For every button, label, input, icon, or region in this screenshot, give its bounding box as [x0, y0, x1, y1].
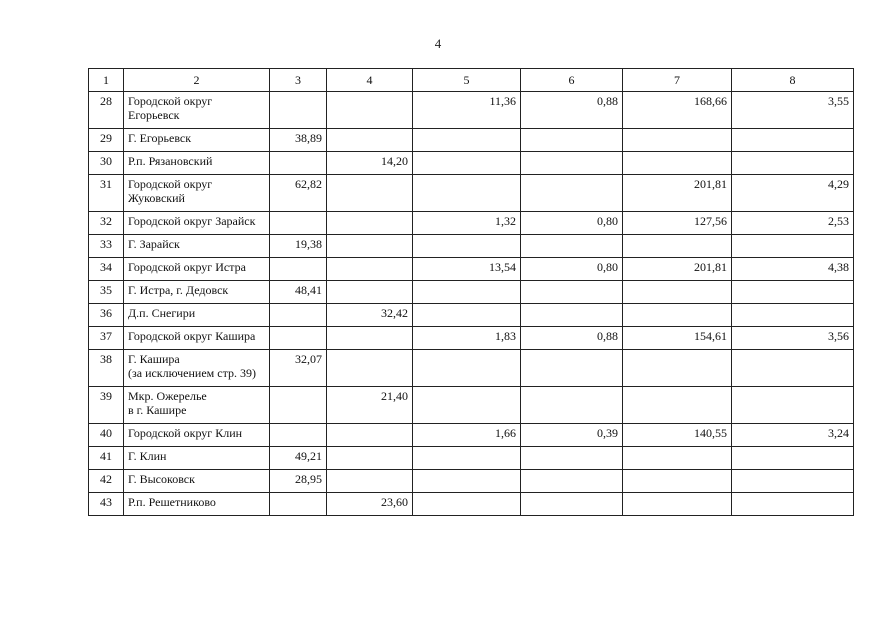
value-cell-col8: 3,55 — [732, 92, 854, 129]
value-cell-col4 — [327, 447, 413, 470]
value-cell-col7: 140,55 — [623, 424, 732, 447]
territory-name-cell: Г. Кашира (за исключением стр. 39) — [124, 350, 270, 387]
territory-name-cell: Д.п. Снегири — [124, 304, 270, 327]
value-cell-col3 — [270, 493, 327, 516]
value-cell-col4 — [327, 327, 413, 350]
value-cell-col3: 38,89 — [270, 129, 327, 152]
table-row — [89, 350, 854, 387]
value-cell-col6 — [521, 387, 623, 424]
territory-name-cell: Мкр. Ожерелье в г. Кашире — [124, 387, 270, 424]
table-row — [89, 92, 854, 129]
territory-name-cell: Г. Высоковск — [124, 470, 270, 493]
table-row — [89, 235, 854, 258]
value-cell-col5: 1,83 — [413, 327, 521, 350]
value-cell-col8: 4,29 — [732, 175, 854, 212]
value-cell-col6 — [521, 304, 623, 327]
value-cell-col3 — [270, 304, 327, 327]
table-row — [89, 327, 854, 350]
value-cell-col3 — [270, 258, 327, 281]
value-cell-col5 — [413, 304, 521, 327]
value-cell-col4 — [327, 424, 413, 447]
territory-name-cell: Городской округ Жуковский — [124, 175, 270, 212]
value-cell-col4 — [327, 235, 413, 258]
row-number-cell: 38 — [89, 350, 124, 387]
value-cell-col7 — [623, 235, 732, 258]
value-cell-col3: 32,07 — [270, 350, 327, 387]
value-cell-col8 — [732, 129, 854, 152]
row-number-cell: 42 — [89, 470, 124, 493]
column-header: 8 — [732, 69, 854, 92]
value-cell-col7 — [623, 350, 732, 387]
table-row — [89, 175, 854, 212]
value-cell-col8 — [732, 350, 854, 387]
value-cell-col8: 3,24 — [732, 424, 854, 447]
value-cell-col4 — [327, 258, 413, 281]
value-cell-col4 — [327, 212, 413, 235]
value-cell-col4 — [327, 350, 413, 387]
page-number: 4 — [434, 36, 442, 51]
row-number-cell: 28 — [89, 92, 124, 129]
value-cell-col6 — [521, 152, 623, 175]
value-cell-col5 — [413, 129, 521, 152]
value-cell-col3 — [270, 327, 327, 350]
territory-name-cell: Городской округ Истра — [124, 258, 270, 281]
value-cell-col6: 0,88 — [521, 92, 623, 129]
value-cell-col7 — [623, 493, 732, 516]
value-cell-col7 — [623, 281, 732, 304]
value-cell-col8 — [732, 470, 854, 493]
territory-name-cell: Городской округ Егорьевск — [124, 92, 270, 129]
value-cell-col5 — [413, 281, 521, 304]
territory-name-cell: Городской округ Зарайск — [124, 212, 270, 235]
table-row — [89, 387, 854, 424]
value-cell-col7 — [623, 304, 732, 327]
value-cell-col4 — [327, 129, 413, 152]
column-header: 7 — [623, 69, 732, 92]
header-row — [89, 69, 854, 92]
row-number-cell: 30 — [89, 152, 124, 175]
value-cell-col7: 127,56 — [623, 212, 732, 235]
row-number-cell: 31 — [89, 175, 124, 212]
value-cell-col3: 19,38 — [270, 235, 327, 258]
value-cell-col7 — [623, 152, 732, 175]
value-cell-col4: 21,40 — [327, 387, 413, 424]
value-cell-col8: 3,56 — [732, 327, 854, 350]
value-cell-col8 — [732, 304, 854, 327]
value-cell-col7: 168,66 — [623, 92, 732, 129]
table-row — [89, 129, 854, 152]
value-cell-col4: 32,42 — [327, 304, 413, 327]
value-cell-col7: 154,61 — [623, 327, 732, 350]
value-cell-col5 — [413, 350, 521, 387]
table-row — [89, 212, 854, 235]
row-number-cell: 36 — [89, 304, 124, 327]
value-cell-col7 — [623, 447, 732, 470]
table-row — [89, 424, 854, 447]
row-number-cell: 32 — [89, 212, 124, 235]
column-header: 1 — [89, 69, 124, 92]
value-cell-col6: 0,80 — [521, 212, 623, 235]
value-cell-col3 — [270, 424, 327, 447]
territory-name-cell: Городской округ Кашира — [124, 327, 270, 350]
table-row — [89, 304, 854, 327]
value-cell-col7: 201,81 — [623, 258, 732, 281]
value-cell-col6 — [521, 281, 623, 304]
table-body — [89, 92, 854, 516]
column-header: 2 — [124, 69, 270, 92]
value-cell-col4 — [327, 175, 413, 212]
value-cell-col5: 1,32 — [413, 212, 521, 235]
territory-name-cell: Г. Клин — [124, 447, 270, 470]
table-row — [89, 447, 854, 470]
value-cell-col6 — [521, 235, 623, 258]
value-cell-col7: 201,81 — [623, 175, 732, 212]
value-cell-col3 — [270, 212, 327, 235]
value-cell-col6 — [521, 470, 623, 493]
value-cell-col8 — [732, 235, 854, 258]
value-cell-col3: 62,82 — [270, 175, 327, 212]
territory-name-cell: Г. Зарайск — [124, 235, 270, 258]
value-cell-col6: 0,39 — [521, 424, 623, 447]
territory-name-cell: Г. Егорьевск — [124, 129, 270, 152]
value-cell-col3: 49,21 — [270, 447, 327, 470]
row-number-cell: 29 — [89, 129, 124, 152]
value-cell-col5: 11,36 — [413, 92, 521, 129]
value-cell-col7 — [623, 470, 732, 493]
value-cell-col5 — [413, 152, 521, 175]
value-cell-col4 — [327, 470, 413, 493]
table-row — [89, 470, 854, 493]
value-cell-col5 — [413, 235, 521, 258]
value-cell-col5: 13,54 — [413, 258, 521, 281]
value-cell-col7 — [623, 129, 732, 152]
row-number-cell: 37 — [89, 327, 124, 350]
value-cell-col8 — [732, 387, 854, 424]
column-header: 3 — [270, 69, 327, 92]
row-number-cell: 41 — [89, 447, 124, 470]
row-number-cell: 35 — [89, 281, 124, 304]
value-cell-col3: 48,41 — [270, 281, 327, 304]
column-header: 4 — [327, 69, 413, 92]
tariff-table — [88, 68, 854, 516]
table-row — [89, 258, 854, 281]
value-cell-col8 — [732, 152, 854, 175]
value-cell-col6: 0,88 — [521, 327, 623, 350]
row-number-cell: 33 — [89, 235, 124, 258]
value-cell-col6 — [521, 350, 623, 387]
value-cell-col5 — [413, 470, 521, 493]
value-cell-col8: 4,38 — [732, 258, 854, 281]
territory-name-cell: Р.п. Рязановский — [124, 152, 270, 175]
value-cell-col5: 1,66 — [413, 424, 521, 447]
value-cell-col6 — [521, 447, 623, 470]
value-cell-col5 — [413, 447, 521, 470]
table-row — [89, 493, 854, 516]
value-cell-col6 — [521, 175, 623, 212]
table-row — [89, 281, 854, 304]
value-cell-col5 — [413, 387, 521, 424]
territory-name-cell: Р.п. Решетниково — [124, 493, 270, 516]
row-number-cell: 34 — [89, 258, 124, 281]
value-cell-col8 — [732, 493, 854, 516]
value-cell-col8 — [732, 447, 854, 470]
value-cell-col4: 14,20 — [327, 152, 413, 175]
value-cell-col7 — [623, 387, 732, 424]
row-number-cell: 39 — [89, 387, 124, 424]
row-number-cell: 43 — [89, 493, 124, 516]
territory-name-cell: Г. Истра, г. Дедовск — [124, 281, 270, 304]
value-cell-col8: 2,53 — [732, 212, 854, 235]
value-cell-col6 — [521, 129, 623, 152]
value-cell-col5 — [413, 175, 521, 212]
territory-name-cell: Городской округ Клин — [124, 424, 270, 447]
value-cell-col3: 28,95 — [270, 470, 327, 493]
value-cell-col3 — [270, 387, 327, 424]
value-cell-col3 — [270, 92, 327, 129]
value-cell-col4 — [327, 92, 413, 129]
value-cell-col3 — [270, 152, 327, 175]
value-cell-col4: 23,60 — [327, 493, 413, 516]
row-number-cell: 40 — [89, 424, 124, 447]
column-header: 5 — [413, 69, 521, 92]
column-header: 6 — [521, 69, 623, 92]
table-row — [89, 152, 854, 175]
value-cell-col4 — [327, 281, 413, 304]
value-cell-col6: 0,80 — [521, 258, 623, 281]
value-cell-col8 — [732, 281, 854, 304]
value-cell-col5 — [413, 493, 521, 516]
value-cell-col6 — [521, 493, 623, 516]
